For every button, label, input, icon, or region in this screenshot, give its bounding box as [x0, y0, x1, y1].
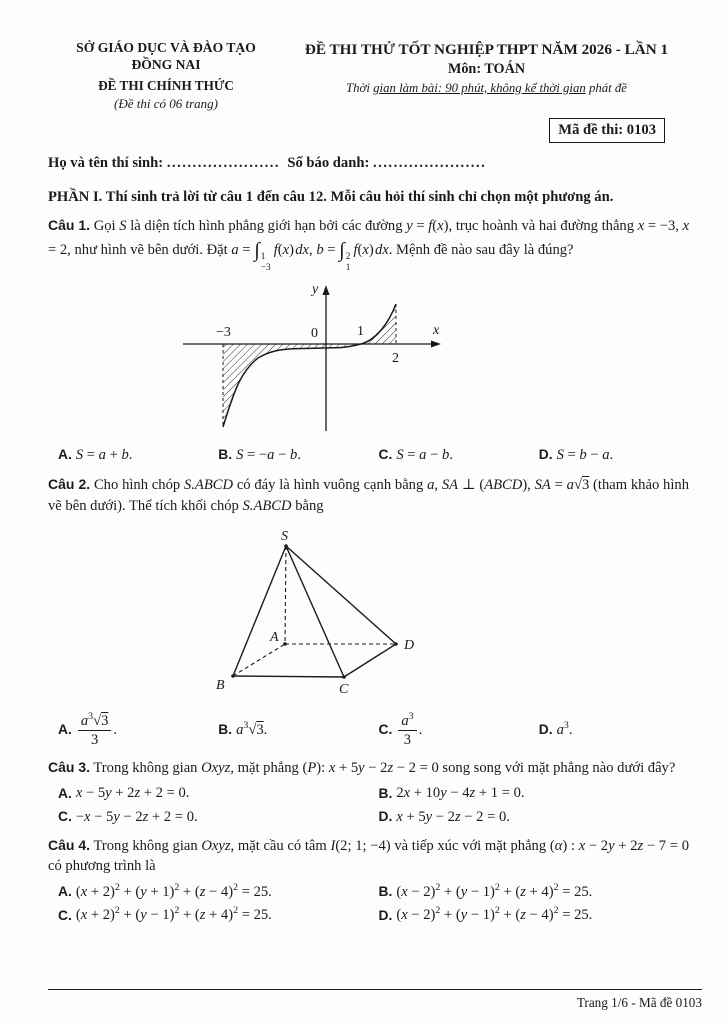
q1-option-d-text: S = b − a. [556, 446, 614, 463]
edge-SD [286, 546, 396, 644]
q2-option-a [48, 710, 208, 748]
page-count-note: (Đề thi có 06 trang) [114, 96, 218, 112]
vertex-B-dot [231, 674, 235, 678]
edge-SB [233, 546, 286, 676]
question-2 [48, 475, 689, 516]
q4-option-c [48, 905, 369, 925]
question-4-options [48, 882, 689, 926]
q4-option-c-text: $(x + 2)^2 + (y - 1)^2 + (z + 4)^2 = 25$. [75, 905, 272, 924]
q4-option-d-text: $(x - 2)^2 + (y - 1)^2 + (z - 4)^2 = 25$. [396, 905, 593, 924]
q4-option-b-letter: B. [378, 884, 393, 900]
tick-0: 0 [311, 326, 318, 342]
q4-option-a [48, 882, 369, 902]
q4-option-d [369, 905, 690, 925]
q1-option-a-letter: A. [58, 447, 72, 463]
edge-BA-dashed [233, 644, 285, 676]
q3-option-b-text: 2x + 10y − 4z + 1 = 0. [396, 785, 525, 802]
area-graph [178, 279, 448, 434]
shaded-region-above-axis [361, 304, 396, 344]
footer-divider [48, 989, 702, 990]
q1-option-a-text: S = a + b. [75, 446, 133, 463]
q1-option-b-letter: B. [218, 447, 233, 463]
authority-line1: SỞ GIÁO DỤC VÀ ĐÀO TẠO [76, 40, 256, 55]
edge-SA-dashed [285, 546, 286, 644]
question-3-options [48, 783, 689, 827]
q3-option-d-text: x + 5y − 2z − 2 = 0. [396, 808, 510, 825]
q2-option-d-text: $a^3$. [556, 720, 573, 738]
q1-option-c [369, 445, 529, 465]
q2-option-b-letter: B. [218, 722, 233, 738]
question-3 [48, 758, 689, 778]
exam-code-box: Mã đề thi: 0103 [549, 118, 665, 143]
q2-option-d-letter: D. [538, 722, 553, 738]
q3-option-c-letter: C. [58, 809, 72, 825]
q2-option-d [529, 713, 689, 748]
question-1-label: Câu 1. [48, 216, 91, 233]
vertex-D-label: D [404, 638, 415, 654]
candidate-id-label: Số báo danh: [287, 155, 370, 172]
tick-1: 1 [357, 324, 364, 340]
exam-code-row [48, 118, 665, 143]
q2-option-b [208, 713, 368, 748]
q3-option-d [369, 807, 690, 827]
q4-option-a-text: $(x + 2)^2 + (y + 1)^2 + (z - 4)^2 = 25$. [75, 881, 272, 900]
q3-option-b [369, 783, 690, 803]
q1-option-b-text: S = −a − b. [236, 446, 301, 463]
q2-option-a-text: $\frac{a^3√3}{3}$ . [76, 713, 117, 748]
part1-heading: PHẦN I. Thí sinh trả lời từ câu 1 đến câu 12. Mỗi câu hỏi thí sinh chỉ chọn một phương án. [48, 189, 614, 206]
exam-title: ĐỀ THI THỬ TỐT NGHIỆP THPT NĂM 2026 - LẦN 1 [304, 41, 669, 58]
vertex-S-dot [284, 544, 288, 548]
question-4 [48, 836, 689, 877]
question-4-label: Câu 4. [48, 836, 91, 853]
q3-option-a [48, 783, 369, 803]
q2-option-c-letter: C. [378, 722, 393, 738]
footer-page-number: Trang 1/6 - Mã đề 0103 [576, 994, 702, 1010]
q4-option-d-letter: D. [378, 907, 393, 923]
exam-title-block [284, 40, 689, 114]
question-1 [48, 216, 689, 274]
q3-option-a-letter: A. [58, 785, 72, 801]
q2-option-c [369, 710, 529, 748]
q1-option-a [48, 445, 208, 465]
exam-subject: Môn: TOÁN [447, 60, 526, 77]
page-footer [48, 989, 702, 1024]
q3-option-c-text: −x − 5y − 2z + 2 = 0. [75, 808, 198, 825]
official-exam-label: ĐỀ THI CHÍNH THỨC [98, 77, 234, 93]
question-3-label: Câu 3. [48, 758, 91, 775]
q2-option-a-letter: A. [58, 722, 72, 738]
candidate-name-label: Họ và tên thí sinh: [48, 155, 164, 172]
issuing-authority [48, 40, 284, 114]
q3-option-d-letter: D. [378, 809, 393, 825]
x-axis-arrow [431, 341, 441, 348]
header [48, 40, 689, 114]
q1-option-b [208, 445, 368, 465]
q1-option-d-letter: D. [538, 447, 553, 463]
q1-option-d [529, 445, 689, 465]
q4-option-b-text: $(x - 2)^2 + (y - 1)^2 + (z + 4)^2 = 25$. [396, 881, 593, 900]
q3-option-b-letter: B. [378, 785, 393, 801]
vertex-D-dot [394, 642, 398, 646]
tick-2: 2 [392, 351, 399, 367]
q2-option-b-text: $a^3√3$. [236, 720, 268, 738]
edge-CD [344, 644, 396, 677]
vertex-C-label: C [339, 682, 349, 698]
vertex-A-dot [283, 642, 287, 646]
vertex-S-label: S [281, 529, 288, 545]
q1-option-c-text: S = a − b. [396, 446, 453, 463]
candidate-line [48, 153, 689, 173]
question-2-label: Câu 2. [48, 476, 91, 493]
vertex-C-dot [342, 675, 346, 679]
question-2-figure [198, 528, 689, 704]
q4-option-c-letter: C. [58, 907, 72, 923]
q3-option-c [48, 807, 369, 827]
y-axis-label: y [312, 282, 319, 298]
candidate-name-dots: ...................... [166, 155, 281, 172]
authority-line2: ĐỒNG NAI [131, 56, 201, 72]
q3-option-a-text: x − 5y + 2z + 2 = 0. [75, 785, 190, 802]
q4-option-b [369, 882, 690, 902]
question-4-text: Trong không gian Oxyz, mặt cầu có tâm I(2; 1; −4) và tiếp xúc với mặt phẳng (α) : x − 2y + 2z − 7 = 0 có phương trình là [48, 837, 690, 875]
pyramid-figure [198, 528, 428, 698]
x-axis-label: x [433, 323, 440, 339]
candidate-id-dots: ...................... [372, 155, 487, 172]
question-3-text: Trong không gian Oxyz, mặt phẳng (P): x + 5y − 2z − 2 = 0 song song với mặt phẳng nào dưới đây? [93, 759, 676, 776]
shaded-region-below-axis [223, 344, 361, 427]
q1-option-c-letter: C. [378, 447, 393, 463]
edge-BC [233, 676, 344, 677]
exam-duration: Thời gian làm bài: 90 phút, không kể thời gian phát đề [346, 80, 627, 95]
y-axis-arrow [323, 285, 330, 295]
question-2-text: Cho hình chóp S.ABCD có đáy là hình vuông cạnh bằng a, SA ⊥ (ABCD), SA = a√3 (tham khảo hình vẽ bên dưới). Thể tích khối chóp S.ABCD bằng [48, 477, 689, 514]
q2-option-c-text: $\frac{a^3}{3}$ . [396, 713, 422, 748]
question-2-options [48, 710, 689, 748]
vertex-B-label: B [216, 678, 225, 694]
question-1-text: Gọi S là diện tích hình phẳng giới hạn bởi các đường y = f(x), trục hoành và hai đường thẳng x = −3, x = 2, như hình vẽ bên dưới. Đặt a = ∫ 1 −3 f(x) dx, b = ∫ 2 1 f(x) dx. Mệnh đề nào sau đây là đúng? [48, 217, 690, 273]
tick-neg3: −3 [216, 325, 231, 341]
vertex-A-label: A [270, 630, 279, 646]
question-1-figure [178, 279, 689, 440]
question-1-options [48, 445, 689, 465]
edge-SC [286, 546, 344, 677]
q4-option-a-letter: A. [58, 884, 72, 900]
